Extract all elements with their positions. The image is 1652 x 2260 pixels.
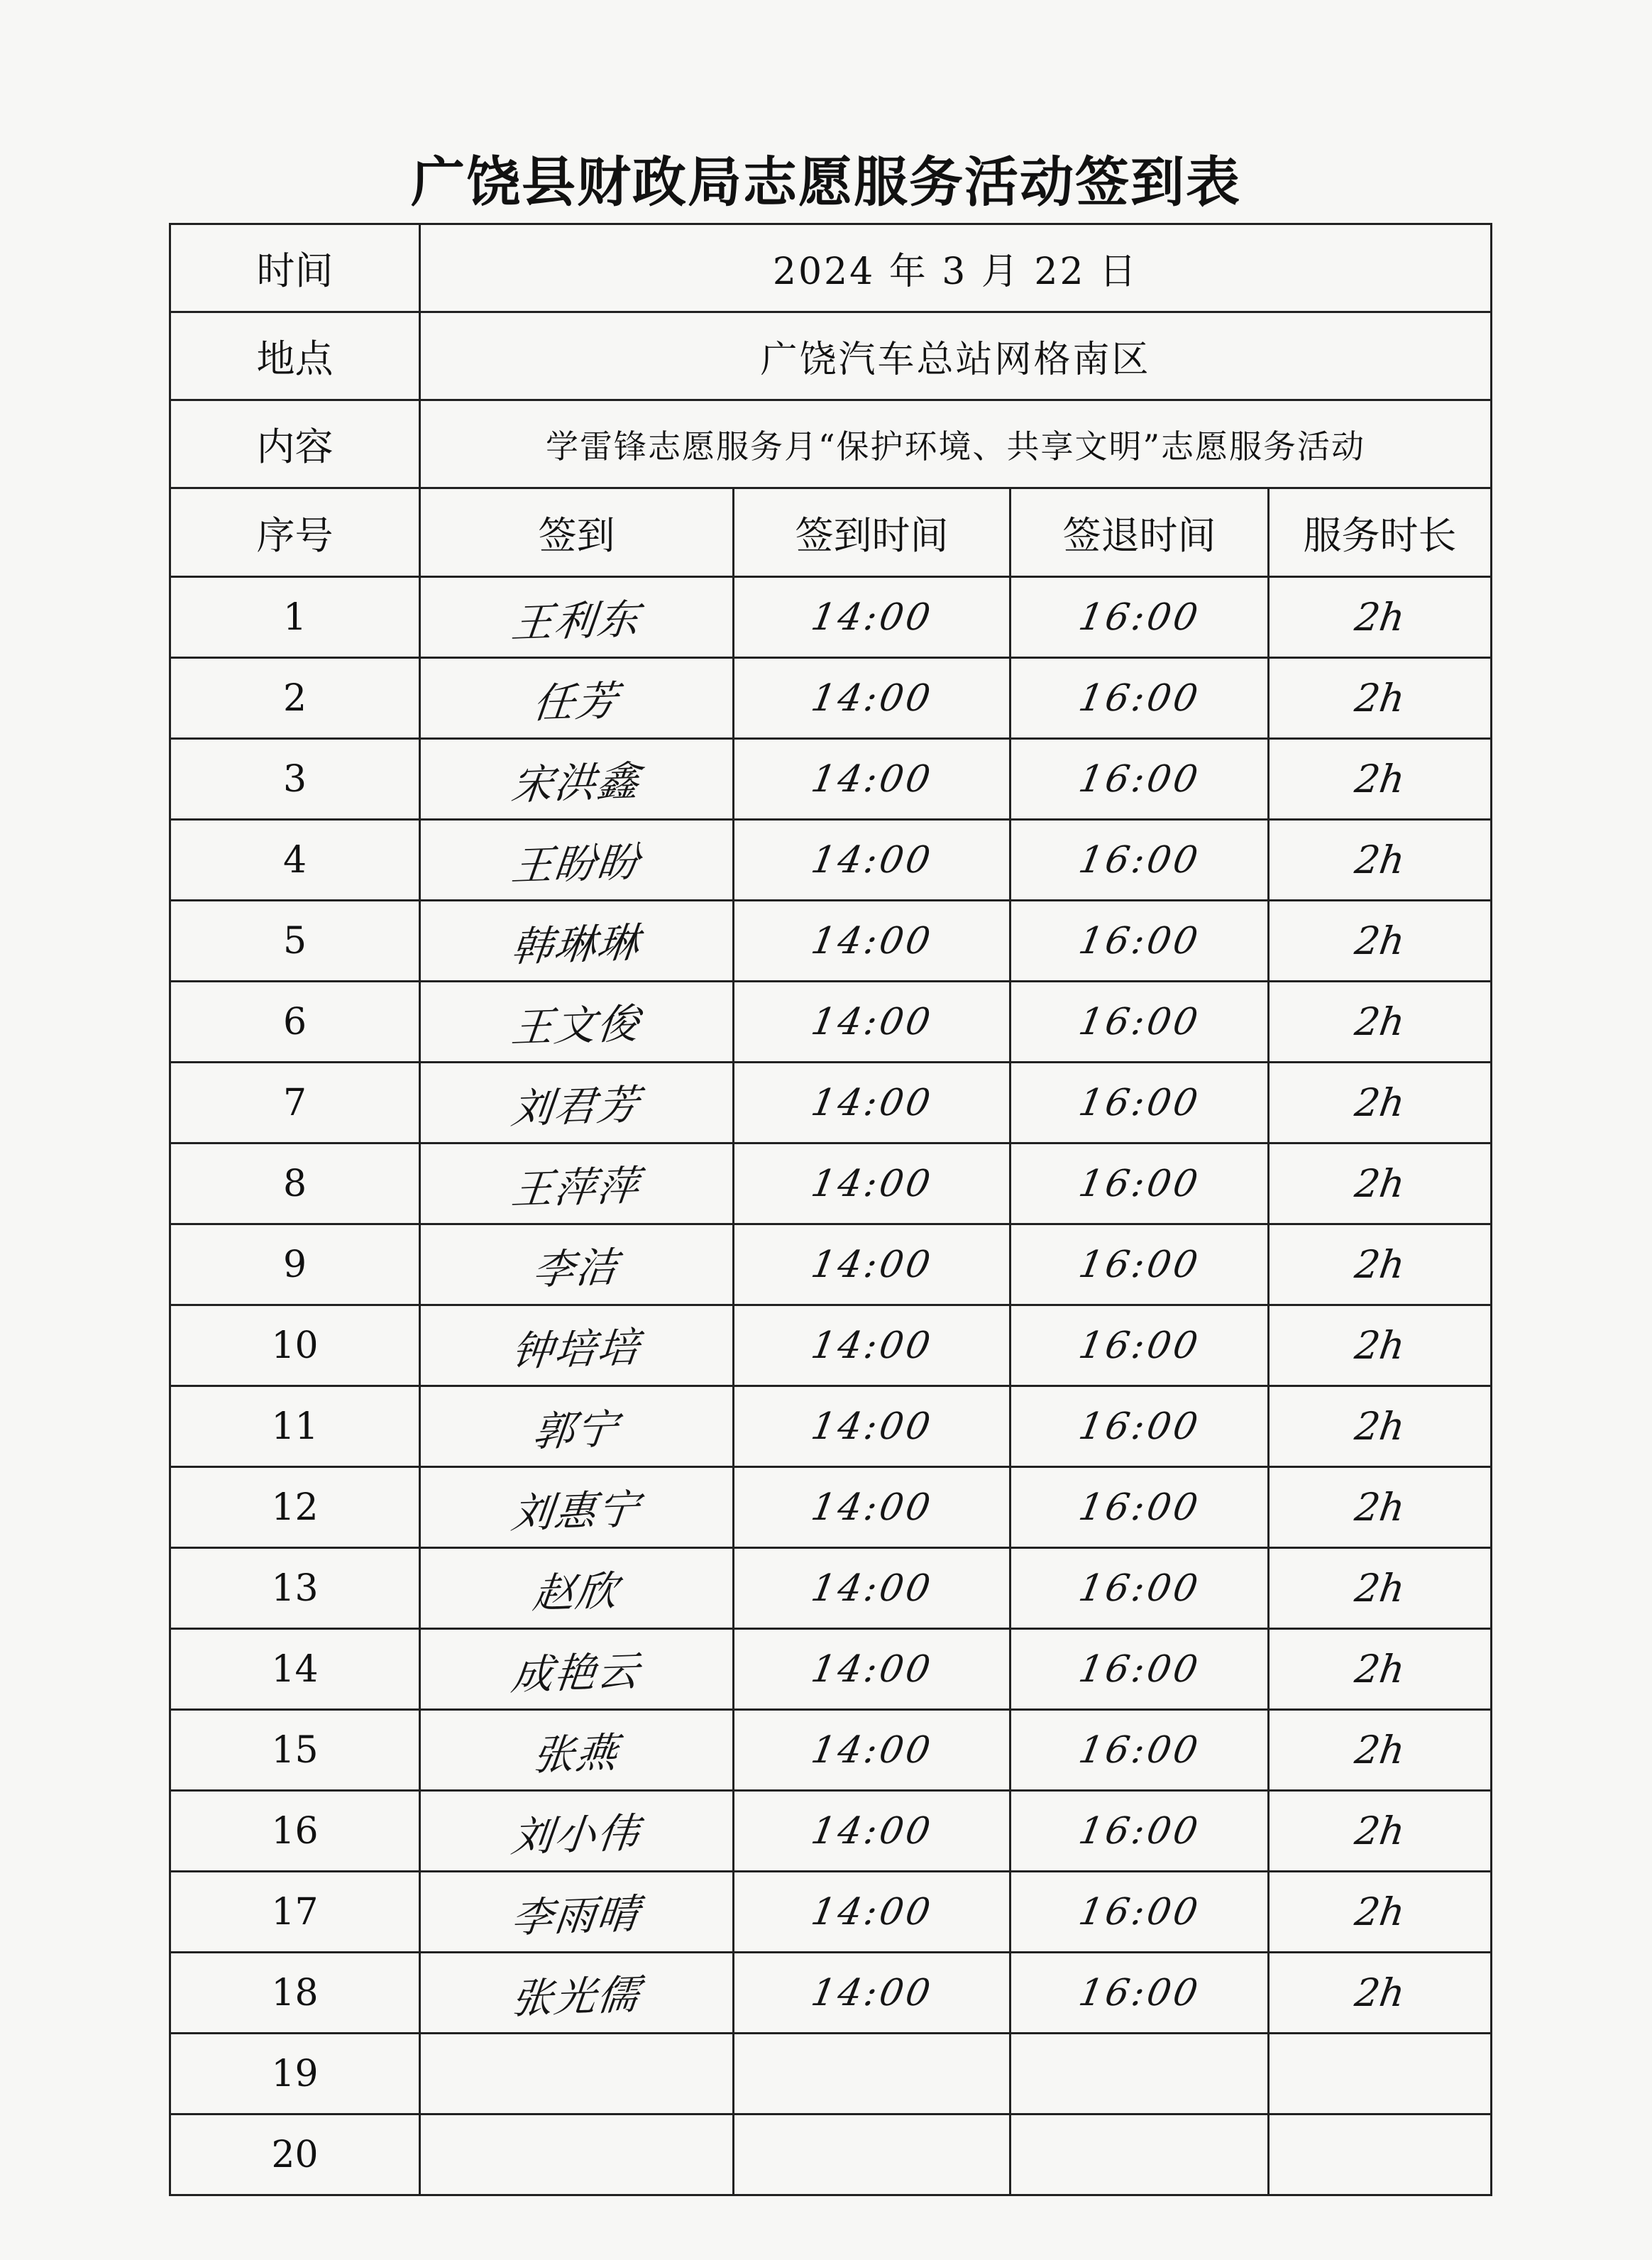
sign-out-time: 16:00: [1075, 1890, 1204, 1933]
sign-out-time-cell: [1011, 901, 1269, 982]
sign-out-time: 16:00: [1075, 1971, 1204, 2014]
sign-out-time-cell: [1011, 1386, 1269, 1467]
sign-in-time: 14:00: [808, 1081, 936, 1124]
service-duration: 2h: [1352, 1161, 1408, 1206]
signature: 王萍萍: [509, 1161, 643, 1214]
content-label: 内容: [170, 400, 420, 488]
sign-out-time-cell: [1011, 1063, 1269, 1143]
sign-in-time-cell: [734, 982, 1011, 1063]
sign-in-time-cell: [734, 1791, 1011, 1872]
row-number: 6: [170, 982, 420, 1063]
service-duration: 2h: [1352, 999, 1408, 1044]
service-duration: 2h: [1352, 1647, 1408, 1691]
table-row: [170, 739, 1492, 820]
signature: 成艳云: [509, 1646, 643, 1699]
sign-in-time-cell: [734, 1467, 1011, 1548]
sign-out-time-cell: [1011, 2114, 1269, 2195]
place-row: [170, 312, 1492, 400]
service-duration: 2h: [1352, 1242, 1408, 1287]
service-duration: 2h: [1352, 1889, 1408, 1934]
service-duration-cell: [1269, 1224, 1492, 1305]
sign-in-time: 14:00: [808, 1000, 936, 1043]
table-row: [170, 577, 1492, 658]
service-duration: 2h: [1352, 1323, 1408, 1368]
sign-in-time: 14:00: [808, 919, 936, 962]
signature-cell: [420, 2034, 734, 2114]
signature: 郭宁: [531, 1404, 622, 1456]
table-row: [170, 2034, 1492, 2114]
signature-cell: [420, 1872, 734, 1953]
place-label: 地点: [170, 312, 420, 400]
row-number: 2: [170, 658, 420, 739]
service-duration-cell: [1269, 1467, 1492, 1548]
table-row: [170, 1872, 1492, 1953]
column-header-sign-in-time: 签到时间: [734, 488, 1011, 577]
sign-out-time-cell: [1011, 1629, 1269, 1710]
signature: 李洁: [531, 1242, 622, 1294]
row-number: 7: [170, 1063, 420, 1143]
signature-cell: [420, 820, 734, 901]
service-duration: 2h: [1352, 1970, 1408, 2015]
table-row: [170, 901, 1492, 982]
sign-in-time-cell: [734, 1143, 1011, 1224]
sign-in-time: 14:00: [808, 1728, 936, 1772]
row-number: 13: [170, 1548, 420, 1629]
table-row: [170, 1143, 1492, 1224]
sign-in-time-cell: [734, 1953, 1011, 2034]
sign-in-time: 14:00: [808, 1647, 936, 1691]
signature-cell: [420, 1305, 734, 1386]
service-duration-cell: [1269, 1063, 1492, 1143]
sign-out-time-cell: [1011, 2034, 1269, 2114]
sign-in-time: 14:00: [808, 1486, 936, 1529]
sign-in-time-cell: [734, 577, 1011, 658]
table-row: [170, 1063, 1492, 1143]
signature-cell: [420, 1143, 734, 1224]
signature: 刘小伟: [509, 1808, 643, 1861]
signature: 刘君芳: [509, 1080, 643, 1133]
service-duration: 2h: [1352, 1080, 1408, 1125]
signature: 王盼盼: [509, 837, 643, 890]
row-number: 11: [170, 1386, 420, 1467]
time-row: [170, 224, 1492, 312]
service-duration-cell: [1269, 1629, 1492, 1710]
signature-cell: [420, 1224, 734, 1305]
service-duration: 2h: [1352, 838, 1408, 882]
signature-cell: [420, 982, 734, 1063]
table-row: [170, 1305, 1492, 1386]
service-duration: 2h: [1352, 1728, 1408, 1772]
sign-out-time: 16:00: [1075, 1162, 1204, 1205]
sign-out-time-cell: [1011, 1224, 1269, 1305]
sign-in-time: 14:00: [808, 1162, 936, 1205]
signature-cell: [420, 2114, 734, 2195]
table-row: [170, 1386, 1492, 1467]
signature: 王文俊: [509, 999, 643, 1052]
signature-cell: [420, 1467, 734, 1548]
signature-cell: [420, 1953, 734, 2034]
row-number: 9: [170, 1224, 420, 1305]
signature-cell: [420, 1629, 734, 1710]
sign-in-time: 14:00: [808, 838, 936, 882]
sign-in-time-cell: [734, 1872, 1011, 1953]
sign-out-time: 16:00: [1075, 838, 1204, 882]
service-duration: 2h: [1352, 1485, 1408, 1530]
sign-in-time: 14:00: [808, 1809, 936, 1853]
table-row: [170, 1953, 1492, 2034]
signature-cell: [420, 1548, 734, 1629]
service-duration-cell: [1269, 739, 1492, 820]
row-number: 8: [170, 1143, 420, 1224]
table-row: [170, 1548, 1492, 1629]
sign-in-time: 14:00: [808, 757, 936, 801]
signature-cell: [420, 739, 734, 820]
service-duration: 2h: [1352, 918, 1408, 963]
sign-out-time: 16:00: [1075, 757, 1204, 801]
signature: 张燕: [531, 1728, 622, 1779]
service-duration: 2h: [1352, 757, 1408, 801]
table-row: [170, 1791, 1492, 1872]
sign-out-time-cell: [1011, 1305, 1269, 1386]
service-duration-cell: [1269, 901, 1492, 982]
sign-out-time: 16:00: [1075, 1405, 1204, 1448]
sign-out-time-cell: [1011, 739, 1269, 820]
service-duration-cell: [1269, 577, 1492, 658]
sign-out-time-cell: [1011, 1791, 1269, 1872]
service-duration-cell: [1269, 1143, 1492, 1224]
sign-in-time: 14:00: [808, 1890, 936, 1933]
content-row: [170, 400, 1492, 488]
row-number: 20: [170, 2114, 420, 2195]
sign-out-time-cell: [1011, 1953, 1269, 2034]
sign-out-time: 16:00: [1075, 1243, 1204, 1286]
service-duration-cell: [1269, 1872, 1492, 1953]
sign-out-time: 16:00: [1075, 596, 1204, 639]
sign-in-time: 14:00: [808, 1971, 936, 2014]
service-duration-cell: [1269, 820, 1492, 901]
table-row: [170, 982, 1492, 1063]
sign-out-time: 16:00: [1075, 1567, 1204, 1610]
signature: 宋洪鑫: [509, 756, 643, 809]
sign-in-time-cell: [734, 2114, 1011, 2195]
sign-in-time-cell: [734, 820, 1011, 901]
table-row: [170, 658, 1492, 739]
sign-out-time: 16:00: [1075, 1647, 1204, 1691]
sign-out-time-cell: [1011, 982, 1269, 1063]
sign-in-time: 14:00: [808, 676, 936, 720]
sign-in-time: 14:00: [808, 1324, 936, 1367]
sign-in-time-cell: [734, 1305, 1011, 1386]
table-row: [170, 1224, 1492, 1305]
signature: 赵欣: [531, 1566, 622, 1618]
sign-out-time-cell: [1011, 1548, 1269, 1629]
sign-out-time-cell: [1011, 1467, 1269, 1548]
sign-in-time-cell: [734, 1386, 1011, 1467]
time-label: 时间: [170, 224, 420, 312]
sign-in-time-cell: [734, 2034, 1011, 2114]
service-duration: 2h: [1352, 1404, 1408, 1449]
sign-out-time: 16:00: [1075, 1728, 1204, 1772]
row-number: 5: [170, 901, 420, 982]
service-duration-cell: [1269, 1953, 1492, 2034]
service-duration-cell: [1269, 1791, 1492, 1872]
sign-in-time-cell: [734, 1224, 1011, 1305]
signature-cell: [420, 577, 734, 658]
sign-out-time-cell: [1011, 1710, 1269, 1791]
signature: 刘惠宁: [509, 1484, 643, 1537]
sign-out-time-cell: [1011, 1872, 1269, 1953]
service-duration-cell: [1269, 2114, 1492, 2195]
sign-out-time-cell: [1011, 658, 1269, 739]
sign-in-time-cell: [734, 1548, 1011, 1629]
signature-cell: [420, 1386, 734, 1467]
column-header-signature: 签到: [420, 488, 734, 577]
table-row: [170, 1710, 1492, 1791]
service-duration-cell: [1269, 982, 1492, 1063]
signature-cell: [420, 658, 734, 739]
row-number: 3: [170, 739, 420, 820]
sign-out-time: 16:00: [1075, 1000, 1204, 1043]
table-row: [170, 820, 1492, 901]
service-duration: 2h: [1352, 1566, 1408, 1611]
sign-out-time-cell: [1011, 820, 1269, 901]
row-number: 1: [170, 577, 420, 658]
sign-in-time: 14:00: [808, 1405, 936, 1448]
row-number: 4: [170, 820, 420, 901]
row-number: 18: [170, 1953, 420, 2034]
sign-in-time-cell: [734, 658, 1011, 739]
row-number: 14: [170, 1629, 420, 1710]
sign-in-time-cell: [734, 1710, 1011, 1791]
signature: 张光儒: [509, 1970, 643, 2023]
signature-cell: [420, 901, 734, 982]
sign-out-time: 16:00: [1075, 1081, 1204, 1124]
sign-in-time-cell: [734, 739, 1011, 820]
signature: 韩琳琳: [509, 918, 643, 971]
sign-in-table: [169, 223, 1492, 2196]
sign-in-time: 14:00: [808, 1243, 936, 1286]
sign-in-time: 14:00: [808, 596, 936, 639]
table-row: [170, 1467, 1492, 1548]
sign-out-time: 16:00: [1075, 1486, 1204, 1529]
sign-in-time-cell: [734, 1063, 1011, 1143]
row-number: 19: [170, 2034, 420, 2114]
service-duration: 2h: [1352, 595, 1408, 640]
service-duration: 2h: [1352, 1809, 1408, 1853]
column-header-duration: 服务时长: [1269, 488, 1492, 577]
row-number: 15: [170, 1710, 420, 1791]
time-value: 2024 年 3 月 22 日: [420, 224, 1492, 312]
service-duration-cell: [1269, 1386, 1492, 1467]
signature-cell: [420, 1063, 734, 1143]
service-duration-cell: [1269, 658, 1492, 739]
signature: 李雨晴: [509, 1889, 643, 1942]
column-header-no: 序号: [170, 488, 420, 577]
row-number: 16: [170, 1791, 420, 1872]
signature: 钟培培: [509, 1322, 643, 1376]
table-row: [170, 2114, 1492, 2195]
sign-out-time: 16:00: [1075, 1809, 1204, 1853]
column-header-sign-out-time: 签退时间: [1011, 488, 1269, 577]
service-duration: 2h: [1352, 676, 1408, 720]
signature: 王利东: [509, 594, 643, 647]
sign-in-time: 14:00: [808, 1567, 936, 1610]
sign-out-time: 16:00: [1075, 919, 1204, 962]
sign-out-time-cell: [1011, 577, 1269, 658]
page-title: 广饶县财政局志愿服务活动签到表: [411, 150, 1241, 214]
service-duration-cell: [1269, 1710, 1492, 1791]
content-value: 学雷锋志愿服务月“保护环境、共享文明”志愿服务活动: [420, 400, 1492, 488]
row-number: 12: [170, 1467, 420, 1548]
sign-out-time: 16:00: [1075, 1324, 1204, 1367]
sign-in-time-cell: [734, 901, 1011, 982]
row-number: 17: [170, 1872, 420, 1953]
service-duration-cell: [1269, 1305, 1492, 1386]
sign-in-time-cell: [734, 1629, 1011, 1710]
row-number: 10: [170, 1305, 420, 1386]
signature-cell: [420, 1710, 734, 1791]
table-row: [170, 1629, 1492, 1710]
signature: 任芳: [531, 676, 622, 728]
service-duration-cell: [1269, 2034, 1492, 2114]
signature-cell: [420, 1791, 734, 1872]
service-duration-cell: [1269, 1548, 1492, 1629]
sign-out-time: 16:00: [1075, 676, 1204, 720]
column-header-row: [170, 488, 1492, 577]
sign-out-time-cell: [1011, 1143, 1269, 1224]
place-value: 广饶汽车总站网格南区: [420, 312, 1492, 400]
